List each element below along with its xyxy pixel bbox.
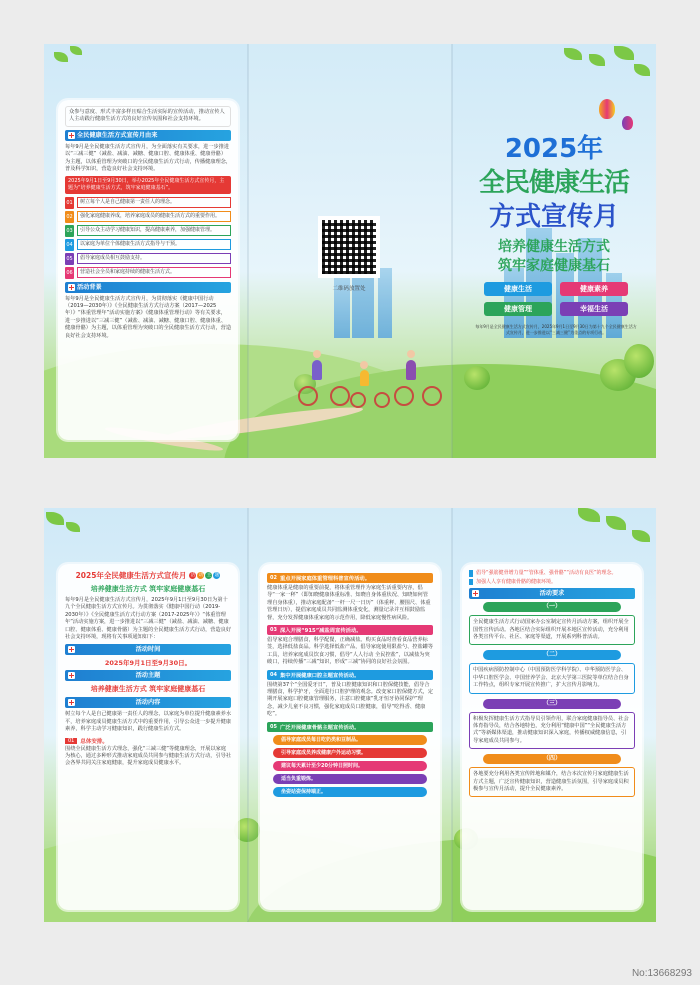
activity-title: 集中开展健康口腔主题宣传活动。 <box>279 672 360 679</box>
bone-slogan-2: 加强人人享有健康骨骼的健康环境。 <box>469 579 635 586</box>
requirement-heading: （四） <box>483 754 621 764</box>
activity-text: 倡导家庭合理膳食，科学配餐，正确减盐。购买食品时查看食品营养标签，选择低盐食品。科学选择低盐产品，倡导家庭使用限盐勺、控盐罐等工具，培养家庭成员饮食习惯，倡导“人人行动 全民控盐”，以减盐为突破口，持续传播“三减”知识，形成“三减”协同的良好社会氛围。 <box>267 637 434 666</box>
requirement-text: 积极发挥健康生活方式指导员引领作用，联合家庭健康指导员、社会体育指导员，结合各地特色，充分利用“健康中国”“全民健康生活方式”等新媒体渠道，推动健康知识深入家庭，传播权威健康信息，引导家庭成员共同参与。 <box>469 712 635 750</box>
activity-number: 04 <box>270 671 277 678</box>
point-number: 03 <box>65 225 74 237</box>
requirement-heading: （一） <box>483 602 621 612</box>
fold-crease <box>451 44 453 458</box>
inner-header-title: 2025年全民健康生活方式宣传月 <box>75 571 187 580</box>
fold-crease <box>247 44 249 458</box>
activity-list <box>267 573 433 732</box>
section-header-time: 活动时间 <box>65 644 231 655</box>
time-value: 2025年9月1日至9月30日。 <box>104 659 192 668</box>
cover-small-text: 每年9月是全民健康生活方式宣传月，2025年9月1日至9月30日为第十九个全民健康生活方式宣传月，进一步推进以“三减三健”为重点的专项行动。 <box>475 324 637 335</box>
activity-title: 重点开展家庭体重管理科普宣传活动。 <box>279 576 371 582</box>
inner-header <box>65 570 231 581</box>
cover-subtitle-line2: 筑牢家庭健康基石 <box>498 258 610 274</box>
inner-header-sub: 培养健康生活方式 筑牢家庭健康基石 <box>90 585 206 593</box>
medical-cross-icon <box>68 132 75 139</box>
inner-right-panel <box>462 564 642 910</box>
date-highlight-box: 2025年9月1日至9月30日，举办2025年全民健康生活方式宣传月，主题为“培养健康生活方式，筑牢家庭健康基石”。 <box>65 176 231 193</box>
bone-slogan-1: 倡导“强筋健骨增力量”“管体重、强骨骼”“活动有良医”的理念。 <box>469 570 635 577</box>
section-header-content: 活动内容 <box>65 697 231 708</box>
key-point-item <box>65 211 231 223</box>
activity-number: 03 <box>270 627 277 634</box>
intro-text: 众参与意度、形式丰富多样且贴合生活实际的宣传活动，推动宣传人人主动践行健康生活方式的良好宣传氛围和社会支持环境。 <box>65 106 231 127</box>
medical-cross-icon <box>68 699 75 706</box>
bullet-bar <box>469 570 473 577</box>
notice-text: 每年9月是全民健康生活方式宣传月，2025年9月1日至9月30日为第十九个全民健康生活方式宣传月。为贯彻落实《健康中国行动（2019-2030年）》《全民健康生活方式行动方案（2017-2025年）》“体重管理年”活动实施方案，进一步推进以“三减三健”（减盐、减油、减糖、健康口腔、健康体重、健康骨骼）为主题的全民健康生活方式行动，营造良好社会支持环境，现将有关事项通知如下： <box>65 597 232 641</box>
medical-cross-icon <box>68 672 75 679</box>
activity-number: 05 <box>270 723 277 730</box>
tip-bar: 倡导家庭成员每日吃奶类和豆制品。 <box>273 735 427 745</box>
requirement-heading: （二） <box>483 650 621 660</box>
qr-code-placeholder <box>318 216 380 278</box>
brochure-outer-side <box>44 44 656 458</box>
cover-main-title-line1: 全民健康生活 <box>478 168 629 198</box>
theme-badge: 活 动 主 题 <box>190 573 220 578</box>
key-points-list <box>65 197 231 279</box>
cover-year-title: 2025年 <box>504 134 604 164</box>
qr-label: 二维码放置处 <box>332 286 366 292</box>
requirements-list <box>469 602 635 797</box>
point-number: 04 <box>65 239 74 251</box>
activity-number: 02 <box>270 575 277 581</box>
content-text: 树立每个人是自己健康第一责任人的理念，以家庭为单位提升健康素养水平，培养家庭成员健康生活方式中的重要作用，引导公众进一步提升健康素养，科学主动学习健康知识，践行健康生活方式。 <box>65 711 232 733</box>
cover-main-title-line2: 方式宣传月 <box>488 202 619 232</box>
point-1-text: 围绕全民健康生活方式理念，强化“三减三健”等健康理念，开展以家庭为核心，通过多种形式推动家庭成员共同参与健康生活方式行动，引导社会各界共同关注家庭健康，提升家庭成员健康水平。 <box>65 745 232 767</box>
tag-health-literacy: 健康素养 <box>560 282 628 296</box>
point-text: 营造社会全员和家庭持续的健康生活方式。 <box>77 267 231 278</box>
fold-crease <box>451 508 453 922</box>
key-point-item <box>65 267 231 279</box>
inner-left-panel <box>58 564 238 910</box>
tag-healthy-life: 健康生活 <box>484 282 552 296</box>
inner-middle-panel <box>260 564 440 910</box>
section-header-background: 活动背景 <box>65 282 231 293</box>
bone-health-tips <box>267 735 433 797</box>
section-header-origin: 全民健康生活方式宣传月由来 <box>65 130 231 141</box>
point-text: 倡导家庭成员相互鼓励支持。 <box>77 253 231 264</box>
tip-bar: 适当负重锻炼。 <box>273 774 427 784</box>
key-point-item <box>65 225 231 237</box>
activity-text: 健康体重是健康的重要前提，将体重管理作为家庭生活重要内容，倡导“一家一秤”（即知晓健康体重标准、知晓自身体重状况、知晓如何管理自身体重），推动家庭配备“一杆一尺一日历”（体重秤、腰围尺、体重管理日历），提倡家庭成员共同监测体重变化，测量记录并互相鼓励监督，充分发挥健康体重家庭的示范作用，降低家庭慢性病风险。 <box>267 585 431 621</box>
brochure-inner-side <box>44 508 656 922</box>
activity-text: 围绕第37个“全国爱牙日”，普及口腔健康知识和口腔保健技能，倡导合理膳食，科学护牙，全面进行口腔护理的观念。改变家口腔保健方式，定期开展家庭口腔健康管理服务，注意口腔健康“乳牙恒牙协同保护”理念，减少儿童不良习惯，强化家庭成员口腔健康，倡导“吃得香、健康吃”。 <box>267 681 434 718</box>
point-number: 01 <box>65 197 74 209</box>
cover-subtitle-line1: 培养健康生活方式 <box>498 239 610 255</box>
point-text: 强化家庭健康养成，培养家庭成员的健康生活方式的重要作用。 <box>77 211 231 222</box>
point-number: 02 <box>65 211 74 223</box>
origin-text: 每年9月是全民健康生活方式宣传月，为全面落实有关要求，进一步推进以“三减三健”（减盐、减油、减糖、健康口腔、健康体重、健康骨骼）为主题，以体重管理为突破口的全民健康生活方式行动，传播健康理念，普及科学知识，营造良好社会支持环境。 <box>65 143 232 173</box>
fold-crease <box>247 508 249 922</box>
section-header-requirements: 活动要求 <box>469 588 635 599</box>
bullet-bar <box>469 579 473 586</box>
point-text: 以家庭为单位个体健康生活方式指导与干预。 <box>77 239 231 250</box>
watermark-id: No:13668293 <box>631 968 692 979</box>
point-number: 06 <box>65 267 74 279</box>
activity-title: 广泛开展健康骨骼主题宣传活动。 <box>279 724 360 731</box>
tip-bar: 建议每天累计至少20分钟日照时间。 <box>273 761 427 771</box>
background-text: 每年9月是全民健康生活方式宣传月，为贯彻落实《健康中国行动（2019—2030年）》《全民健康生活方式行动方案（2017—2025年）》“体重管理年”活动实施方案》《健康体重管理行动》等有关要求，进一步推进以“三减三健”（减盐、减油、减糖、健康口腔、健康体重、健康骨骼）为主题，以体重管理为突破口的全民健康生活方式行动，营造良好社会支持环境。 <box>65 295 232 339</box>
medical-cross-icon <box>68 646 75 653</box>
tag-health-management: 健康管理 <box>484 302 552 316</box>
tip-bar: 坐姿站姿保持端正。 <box>273 787 427 797</box>
info-panel-left <box>58 100 238 440</box>
medical-cross-icon <box>472 590 479 597</box>
key-point-item <box>65 239 231 251</box>
key-point-item <box>65 253 231 265</box>
requirement-text: 全民健康生活方式行动国家办公室制定宣传月活动方案，组织开展全国性宣传活动。各地区结合实际组织开展本地区宣传活动，充分利用各类宣传平台、社区、家庭等渠道，开展系列科普活动。 <box>469 615 635 645</box>
requirement-heading: （三） <box>483 699 621 709</box>
point-number: 05 <box>65 253 74 265</box>
key-point-item <box>65 197 231 209</box>
activity-header <box>267 670 433 680</box>
activity-header <box>267 625 433 635</box>
requirement-text: 各地要充分利用各类宣传阵地和媒介，结合本次宣传月家庭健康生活方式主题，广泛宣传健康知识，营造健康生活氛围，引导家庭成员积极参与宣传月活动，提升全民健康素养。 <box>469 767 635 797</box>
point-1: 01 总体安排。 <box>65 737 231 745</box>
activity-header <box>267 722 433 732</box>
point-text: 引导公众主动学习健康知识，提高健康素养，加强健康管理。 <box>77 225 231 236</box>
requirement-text: 中国疾病预防控制中心（中国预防医学科学院）、中华预防医学会、中华口腔医学会、中国营养学会、北京大学第三医院等单位结合自身工作特点，组织专家开展宣传推广，扩大宣传月影响力。 <box>469 663 635 693</box>
medical-cross-icon <box>68 284 75 291</box>
theme-value: 培养健康生活方式 筑牢家庭健康基石 <box>90 685 206 694</box>
tip-bar: 引导家庭成员养成健康户外运动习惯。 <box>273 748 427 758</box>
activity-title: 深入开展“915”减盐周宣传活动。 <box>279 628 362 635</box>
point-number: 01 <box>65 738 77 744</box>
section-header-theme: 活动主题 <box>65 670 231 681</box>
tag-happy-life: 幸福生活 <box>560 302 628 316</box>
activity-header <box>267 573 433 583</box>
point-text: 树立每个人是自己健康第一责任人的理念。 <box>77 197 231 208</box>
